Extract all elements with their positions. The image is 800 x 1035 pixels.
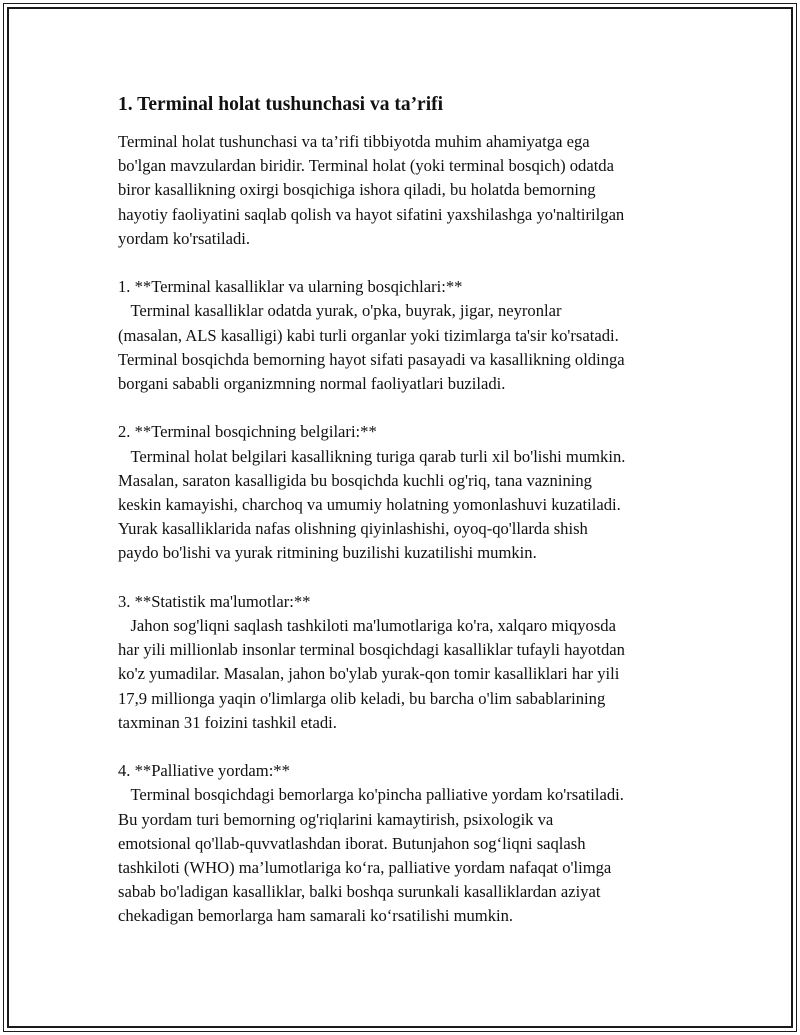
section-heading: 3. **Statistik ma'lumotlar:** — [118, 591, 311, 611]
section-1 — [118, 275, 688, 396]
section-body: Terminal holat belgilari kasallikning turiga qarab turli xil bo'lishi mumkin. Masalan, saraton kasalligida bu bosqichda kuchli og'riq, tana vaznining keskin kamayishi, charchoq va umumiy holatning yomonlashuvi kuzatiladi. Yurak kasalliklarida nafas olishning qiyinlashishi, oyoq-qo'llarda shish paydo bo'lishi va yurak ritmining buzilishi kuzatilishi mumkin. — [118, 446, 626, 563]
section-heading: 2. **Terminal bosqichning belgilari:** — [118, 422, 377, 442]
section-heading: 4. **Palliative yordam:** — [118, 761, 290, 781]
section-2 — [118, 420, 688, 565]
section-body: Terminal bosqichdagi bemorlarga ko'pincha palliative yordam ko'rsatiladi. Bu yordam turi bemorning og'riqlarini kamaytirish, psixologik va emotsional qo'llab-quvvatlashdan iborat. Butunjahon sog‘liqni saqlash tashkiloti (WHO) ma’lumotlariga ko‘ra, palliative yordam nafaqat o'limga sabab bo'ladigan kasalliklar, balki boshqa surunkali kasalliklardan aziyat chekadigan bemorlarga ham samarali ko‘rsatilishi mumkin. — [118, 785, 624, 926]
paragraph-gap — [118, 566, 688, 590]
intro-paragraph: Terminal holat tushunchasi va ta’rifi tibbiyotda muhim ahamiyatga ega bo'lgan mavzulardan biridir. Terminal holat (yoki terminal bosqich) odatda biror kasallikning oxirgi bosqichiga ishora qiladi, bu holatda bemorning hayotiy faoliyatini saqlab qolish va hayot sifatini yaxshilashga yo'naltirilgan yordam ko'rsatiladi. — [118, 132, 625, 248]
document-title: 1. Terminal holat tushunchasi va ta’rifi — [118, 94, 444, 115]
section-4 — [118, 759, 688, 928]
paragraph-gap — [118, 251, 688, 275]
section-heading: 1. **Terminal kasalliklar va ularning bosqichlari:** — [118, 277, 463, 297]
section-body: Terminal kasalliklar odatda yurak, o'pka, buyrak, jigar, neyronlar (masalan, ALS kasalligi) kabi turli organlar yoki tizimlarga ta'sir ko'rsatadi. Terminal bosqichda bemorning hayot sifati pasayadi va kasallikning oldinga borgani sababli organizmning normal faoliyatlari buziladi. — [118, 301, 625, 394]
paragraph-gap — [118, 396, 688, 420]
section-body: Jahon sog'liqni saqlash tashkiloti ma'lumotlariga ko'ra, xalqaro miqyosda har yili millionlab insonlar terminal bosqichdagi kasalliklar tufayli hayotdan ko'z yumadilar. Masalan, jahon bo'ylab yurak-qon tomir kasalliklari har yili 17,9 millionga yaqin o'limlarga olib keladi, bu barcha o'lim sabablarining taxminan 31 foizini tashkil etadi. — [118, 616, 625, 732]
section-3 — [118, 590, 688, 735]
paragraph-gap — [118, 735, 688, 759]
document-body — [118, 92, 688, 929]
